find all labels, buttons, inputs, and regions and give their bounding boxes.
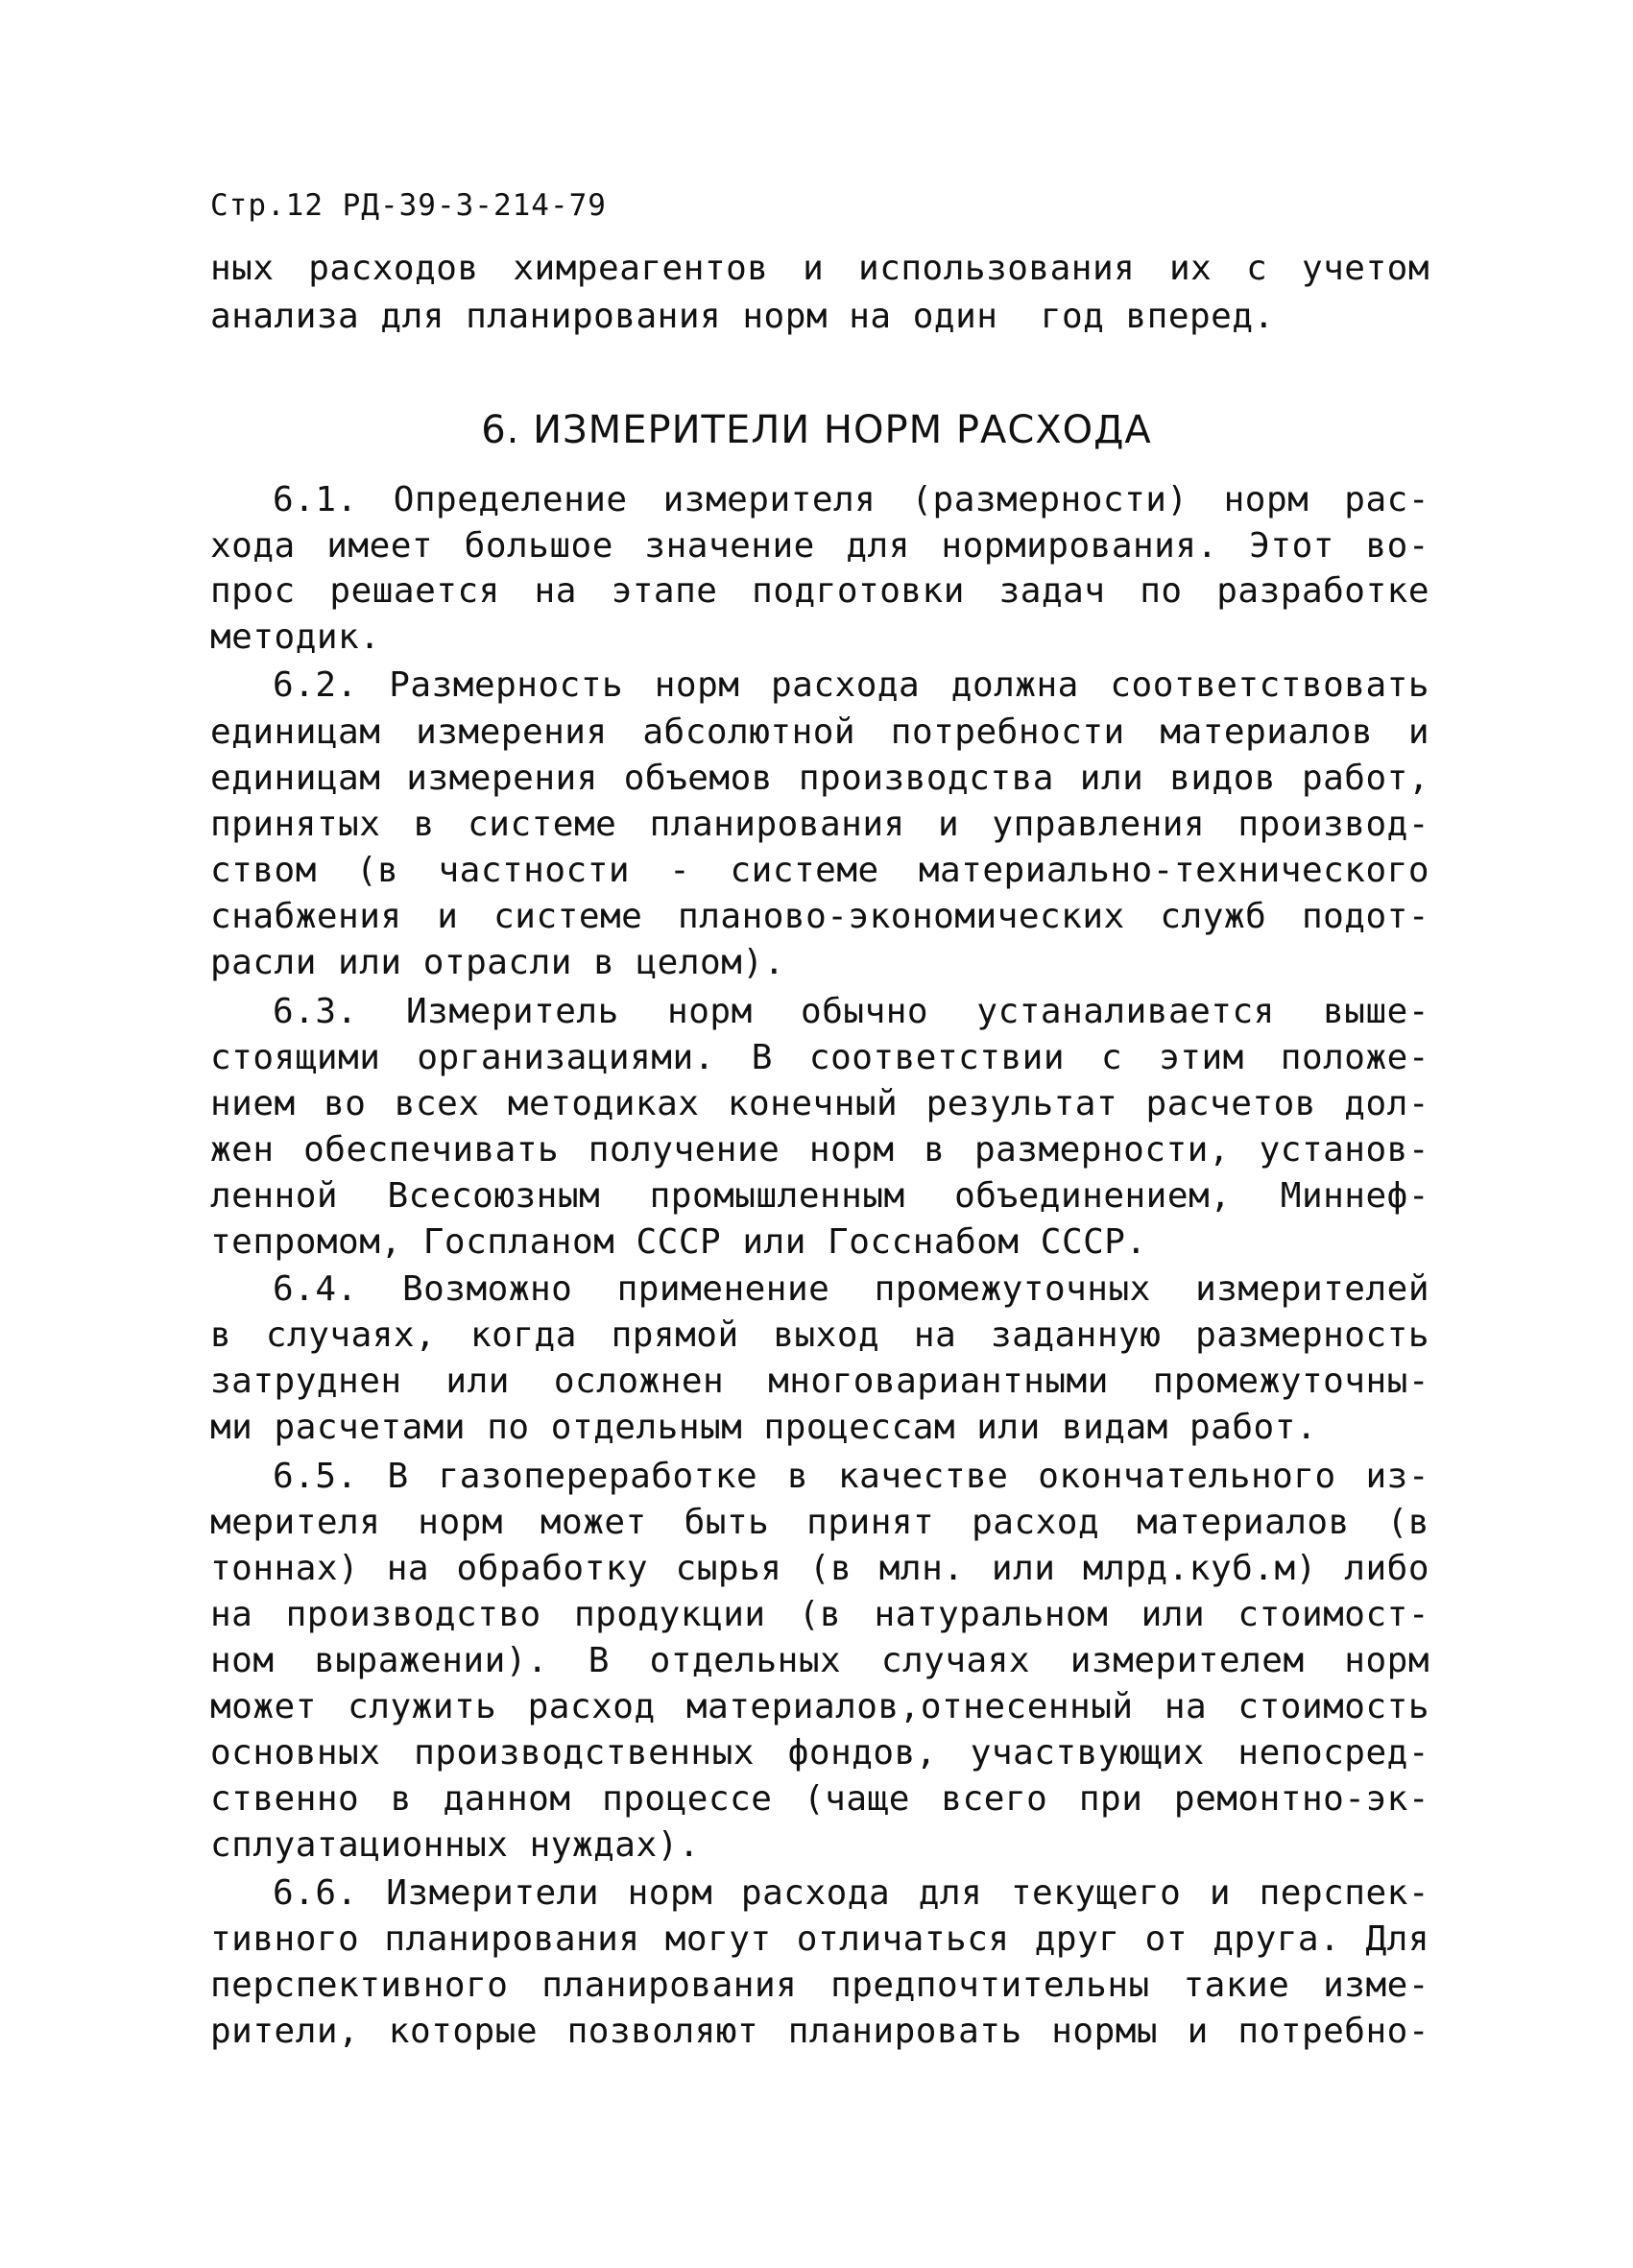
body-line: тоннах) на обработку сырья (в млн. или млрд.куб.м) либо [210, 1549, 1429, 1588]
body-line: расли или отрасли в целом). [210, 943, 785, 982]
intro-line: ных расходов химреагентов и использования их с учетом [210, 249, 1429, 288]
body-line: хода имеет большое значение для нормирования. Этот во- [210, 526, 1429, 566]
body-line: нием во всех методиках конечный результат расчетов дол- [210, 1084, 1429, 1123]
body-line: 6.4. Возможно применение промежуточных измерителей [273, 1269, 1429, 1309]
body-line: методик. [210, 617, 381, 657]
section-title: 6. ИЗМЕРИТЕЛИ НОРМ РАСХОДА [481, 408, 1152, 452]
body-line: тивного планирования могут отличаться друг от друга. Для [210, 1919, 1429, 1959]
body-line: ном выражении). В отдельных случаях измерителем норм [210, 1641, 1429, 1680]
page-header: Стр.12 РД-39-3-214-79 [210, 188, 607, 223]
body-line: на производство продукции (в натуральном или стоимост- [210, 1595, 1429, 1634]
body-line: мерителя норм может быть принят расход материалов (в [210, 1503, 1429, 1542]
body-line: затруднен или осложнен многовариантными промежуточны- [210, 1362, 1429, 1401]
body-line: ством (в частности - системе материально-технического [210, 851, 1429, 890]
body-line: в случаях, когда прямой выход на заданную размерность [210, 1315, 1429, 1355]
body-line: рители, которые позволяют планировать нормы и потребно- [210, 2012, 1429, 2051]
body-line: единицам измерения объемов производства или видов работ, [210, 759, 1429, 798]
body-line: перспективного планирования предпочтительны такие изме- [210, 1966, 1429, 2005]
body-line: основных производственных фондов, участвующих непосред- [210, 1733, 1429, 1773]
body-line: может служить расход материалов,отнесенный на стоимость [210, 1687, 1429, 1726]
body-line: единицам измерения абсолютной потребности материалов и [210, 712, 1429, 752]
body-line: 6.3. Измеритель норм обычно устаналивается выше- [273, 992, 1429, 1031]
body-line: жен обеспечивать получение норм в размерности, установ- [210, 1130, 1429, 1170]
body-line: 6.2. Размерность норм расхода должна соответствовать [273, 665, 1429, 705]
body-line: сплуатационных нуждах). [210, 1825, 700, 1865]
body-line: 6.6. Измерители норм расхода для текущего и перспек- [273, 1873, 1429, 1913]
intro-line: анализа для планирования норм на один год вперед. [210, 297, 1275, 336]
body-line: прос решается на этапе подготовки задач по разработке [210, 571, 1429, 611]
body-line: стоящими организациями. В соответствии с этим положе- [210, 1038, 1429, 1077]
body-line: принятых в системе планирования и управления производ- [210, 805, 1429, 844]
body-line: ми расчетами по отдельным процессам или видам работ. [210, 1408, 1318, 1447]
body-line: 6.1. Определение измерителя (размерности) норм рас- [273, 480, 1429, 519]
body-line: 6.5. В газопереработке в качестве окончательного из- [273, 1457, 1429, 1496]
body-line: ственно в данном процессе (чаще всего при ремонтно-эк- [210, 1779, 1429, 1819]
body-line: тепромом, Госпланом СССР или Госснабом СССР. [210, 1222, 1147, 1262]
body-line: ленной Всесоюзным промышленным объединением, Миннеф- [210, 1176, 1429, 1216]
body-line: снабжения и системе планово-экономических служб подот- [210, 897, 1429, 936]
